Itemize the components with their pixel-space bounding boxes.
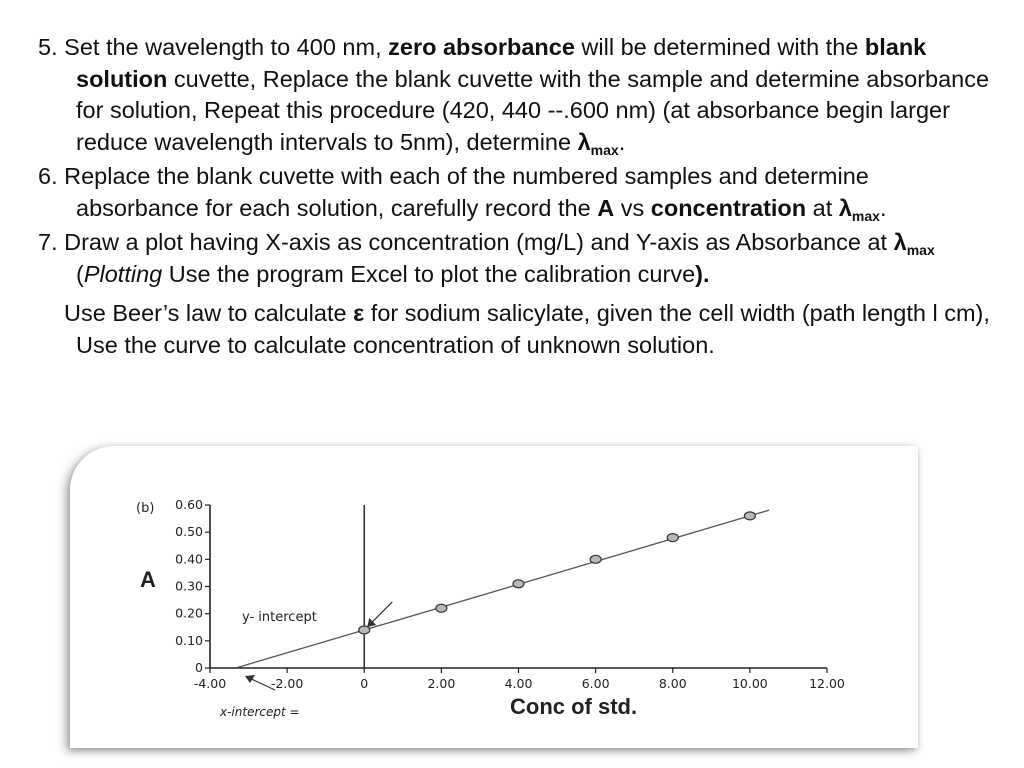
x-axis-label: Conc of std.	[510, 694, 638, 719]
x-tick-label: 4.00	[504, 676, 533, 691]
x-intercept-arrowhead	[245, 675, 255, 683]
instructions-text	[38, 32, 998, 364]
x-tick-label: 10.00	[731, 676, 768, 691]
y-tick-label: 0.10	[175, 632, 203, 648]
y-tick-label: 0.60	[175, 497, 203, 512]
x-tick-label: 8.00	[658, 676, 687, 691]
beers-law-paragraph: Use Beer’s law to calculate ε for sodium salicylate, given the cell width (path length l cm), Use the curve to calculate concentration of unknown solution.	[64, 300, 990, 358]
step-5-number: 5.	[38, 34, 58, 60]
y-tick-label: 0	[195, 660, 203, 675]
step-6: 6. Replace the blank cuvette with each of the numbered samples and determine absorbance for each solution, carefully record the A vs concentration at $\lambda_{max}$.	[38, 163, 887, 224]
chart-ticks	[175, 497, 845, 691]
chart-marks	[237, 510, 769, 690]
lambda-symbol: λ	[838, 194, 852, 221]
x-tick-label: 6.00	[581, 676, 610, 691]
x-tick-label: -4.00	[193, 676, 227, 691]
data-point	[744, 512, 755, 520]
data-point	[359, 626, 370, 634]
epsilon-symbol: ε	[353, 300, 365, 326]
zero-absorbance-term: zero absorbance	[388, 34, 575, 60]
lambda-symbol: λ	[577, 128, 591, 155]
y-intercept-label: y- intercept	[242, 610, 317, 625]
step-7: 7. Draw a plot having X-axis as concentration (mg/L) and Y-axis as Absorbance at $\lambda_{max}$ (Plotting Use the program Excel to plot the calibration curve).	[38, 229, 935, 287]
calibration-chart	[70, 446, 918, 748]
panel-label: (b)	[136, 501, 155, 516]
data-point	[667, 534, 678, 542]
y-axis-label: A	[140, 567, 156, 592]
y-tick-label: 0.40	[175, 551, 203, 567]
y-tick-label: 0.30	[175, 578, 203, 594]
calibration-line	[237, 510, 769, 667]
step-5: 5. Set the wavelength to 400 nm, zero absorbance will be determined with the blank solution cuvette, Replace the blank cuvette with the sample and determine absorbance for solution, Repeat this procedure (420, 440 --.600 nm) (at absorbance begin larger reduce wavelength intervals to 5nm), determine $\lambda_{max}$.	[38, 34, 990, 158]
y-tick-label: 0.50	[175, 524, 203, 540]
data-point	[513, 580, 524, 588]
step-6-number: 6.	[38, 163, 58, 189]
data-point	[436, 604, 447, 612]
x-tick-label: -2.00	[270, 676, 304, 691]
x-intercept-label: x-intercept =	[220, 705, 300, 719]
blank-solution-term: blank solution	[76, 34, 927, 92]
lambda-symbol: λ	[893, 229, 907, 255]
step-7-number: 7.	[38, 229, 58, 255]
calibration-figure	[70, 446, 918, 748]
x-tick-label: 2.00	[427, 676, 456, 691]
data-point	[590, 555, 601, 563]
x-tick-label: 0	[360, 676, 369, 691]
y-tick-label: 0.20	[175, 605, 203, 621]
x-tick-label: 12.00	[809, 676, 845, 691]
